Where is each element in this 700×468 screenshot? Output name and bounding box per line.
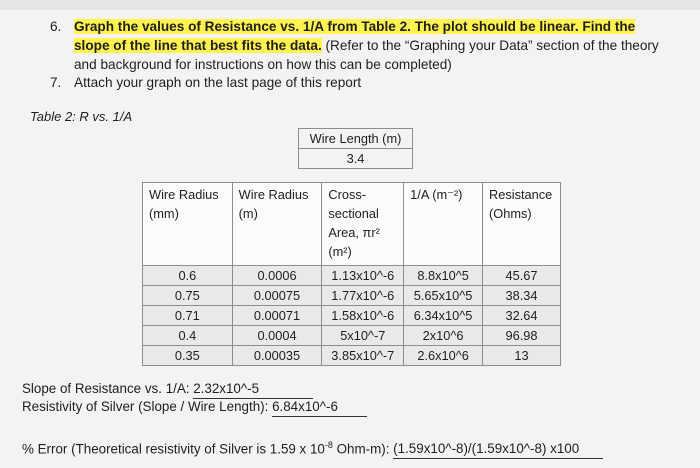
cell-radius-mm: 0.75: [143, 286, 233, 306]
question-7-number: 7.: [50, 75, 62, 90]
cell-radius-mm: 0.35: [143, 346, 233, 366]
top-page-strip: [0, 0, 700, 10]
table-row: [143, 286, 561, 306]
cell-inverse-area: 2x10^6: [404, 326, 483, 346]
cell-radius-mm: 0.4: [143, 326, 233, 346]
wire-length-table: [298, 128, 413, 169]
cell-area: 1.13x10^-6: [322, 266, 404, 286]
cell-area: 3.85x10^-7: [322, 346, 404, 366]
header-wire-radius-m: Wire Radius (m): [232, 183, 322, 266]
table-row: [143, 346, 561, 366]
error-label: % Error (Theoretical resistivity of Silver is 1.59 x 10: [22, 441, 325, 457]
cell-resistance: 96.98: [483, 326, 561, 346]
cell-inverse-area: 6.34x10^5: [404, 306, 483, 326]
slope-label: Slope of Resistance vs. 1/A:: [22, 381, 190, 396]
cell-radius-m: 0.00075: [232, 286, 322, 306]
cell-radius-m: 0.0006: [232, 266, 322, 286]
resistivity-value[interactable]: 6.84x10^-6: [272, 398, 367, 417]
error-line: [22, 436, 603, 459]
question-7-text: Attach your graph on the last page of this report: [74, 75, 362, 90]
cell-area: 5x10^-7: [322, 326, 404, 346]
table-row: [143, 266, 561, 286]
cell-area: 1.58x10^-6: [322, 306, 404, 326]
error-exponent: -8: [324, 440, 333, 450]
wire-length-header: Wire Length (m): [299, 129, 413, 149]
cell-radius-m: 0.0004: [232, 326, 322, 346]
error-value[interactable]: (1.59x10^-8)/(1.59x10^-8) x100: [393, 440, 603, 459]
header-cross-sectional-area: Cross-sectional Area, πr² (m²): [322, 183, 404, 266]
slope-line: [22, 380, 313, 399]
question-6-highlighted: Graph the values of Resistance vs. 1/A from Table 2. The plot should be linear. Find the slope of the line that best fits the data.: [74, 19, 636, 53]
slope-value[interactable]: 2.32x10^-5: [193, 380, 313, 399]
cell-radius-mm: 0.71: [143, 306, 233, 326]
question-6-text: [74, 17, 674, 74]
question-6-rest: (Refer to the “Graphing your Data” section of the theory and background for instructions on how this can be completed): [74, 38, 659, 72]
table-caption: Table 2: R vs. 1/A: [30, 109, 133, 124]
cell-area: 1.77x10^-6: [322, 286, 404, 306]
cell-resistance: 13: [483, 346, 561, 366]
question-6-number: 6.: [50, 19, 62, 34]
table-header-row: [143, 183, 561, 266]
cell-resistance: 38.34: [483, 286, 561, 306]
table-row: [143, 306, 561, 326]
error-label-end: Ohm-m):: [336, 441, 390, 457]
cell-radius-mm: 0.6: [143, 266, 233, 286]
cell-resistance: 32.64: [483, 306, 561, 326]
cell-radius-m: 0.00071: [232, 306, 322, 326]
cell-inverse-area: 8.8x10^5: [404, 266, 483, 286]
wire-length-value: 3.4: [299, 149, 413, 169]
resistivity-label: Resistivity of Silver (Slope / Wire Length):: [22, 399, 269, 414]
resistance-table: [142, 182, 561, 366]
cell-resistance: 45.67: [483, 266, 561, 286]
cell-inverse-area: 5.65x10^5: [404, 286, 483, 306]
cell-inverse-area: 2.6x10^6: [404, 346, 483, 366]
header-resistance: Resistance (Ohms): [483, 183, 561, 266]
header-wire-radius-mm: Wire Radius (mm): [143, 183, 233, 266]
resistivity-line: [22, 398, 367, 417]
table-row: [143, 326, 561, 346]
cell-radius-m: 0.00035: [232, 346, 322, 366]
header-inverse-area: 1/A (m⁻²): [404, 183, 483, 266]
